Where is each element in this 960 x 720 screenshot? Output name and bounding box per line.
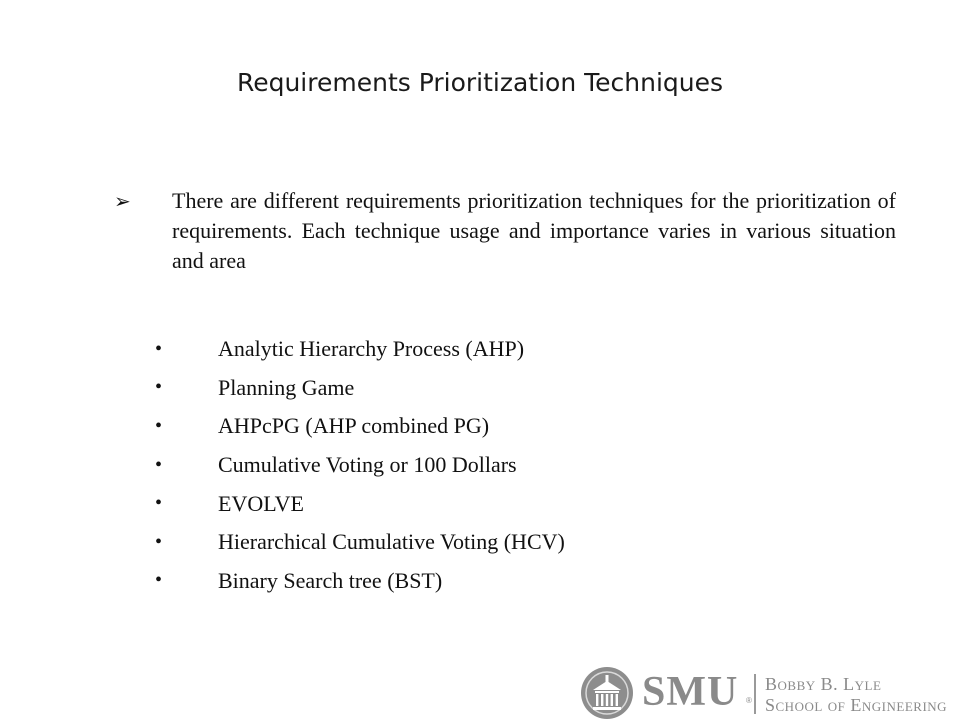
bullet-icon: •: [155, 492, 163, 515]
list-item: [155, 330, 565, 369]
logo-divider: [754, 674, 756, 714]
technique-label: Binary Search tree (BST): [218, 567, 443, 593]
bullet-icon: •: [155, 376, 163, 399]
smu-wordmark: SMU: [642, 669, 739, 715]
technique-list: [155, 330, 565, 600]
list-item: [155, 407, 565, 446]
technique-label: Planning Game: [218, 374, 355, 400]
list-item: [155, 562, 565, 601]
technique-label: EVOLVE: [218, 490, 304, 516]
slide-title: Requirements Prioritization Techniques: [236, 68, 724, 97]
smu-seal-icon: [580, 666, 634, 720]
list-item: [155, 523, 565, 562]
technique-label: Cumulative Voting or 100 Dollars: [218, 452, 517, 478]
intro-text: There are different requirements prioritization techniques for the prioritization of requirements. Each technique usage and importance varies in various situation and area: [172, 188, 896, 273]
arrow-bullet-icon: ➢: [114, 191, 131, 213]
technique-label: Analytic Hierarchy Process (AHP): [218, 336, 525, 362]
technique-label: AHPcPG (AHP combined PG): [218, 413, 490, 439]
list-item: [155, 484, 565, 523]
registered-mark: ®: [746, 696, 752, 705]
bullet-icon: •: [155, 453, 163, 476]
list-item: [155, 369, 565, 408]
school-name-line-2: School of Engineering: [765, 695, 948, 715]
bullet-icon: •: [155, 530, 163, 553]
bullet-icon: •: [155, 414, 163, 437]
list-item: [155, 446, 565, 485]
smu-lyle-logo: [578, 662, 960, 720]
technique-label: Hierarchical Cumulative Voting (HCV): [218, 529, 565, 555]
intro-paragraph: [114, 186, 896, 276]
school-name: [765, 674, 947, 716]
bullet-icon: •: [155, 337, 163, 360]
bullet-icon: •: [155, 569, 163, 592]
school-name-line-1: Bobby B. Lyle: [765, 674, 882, 694]
